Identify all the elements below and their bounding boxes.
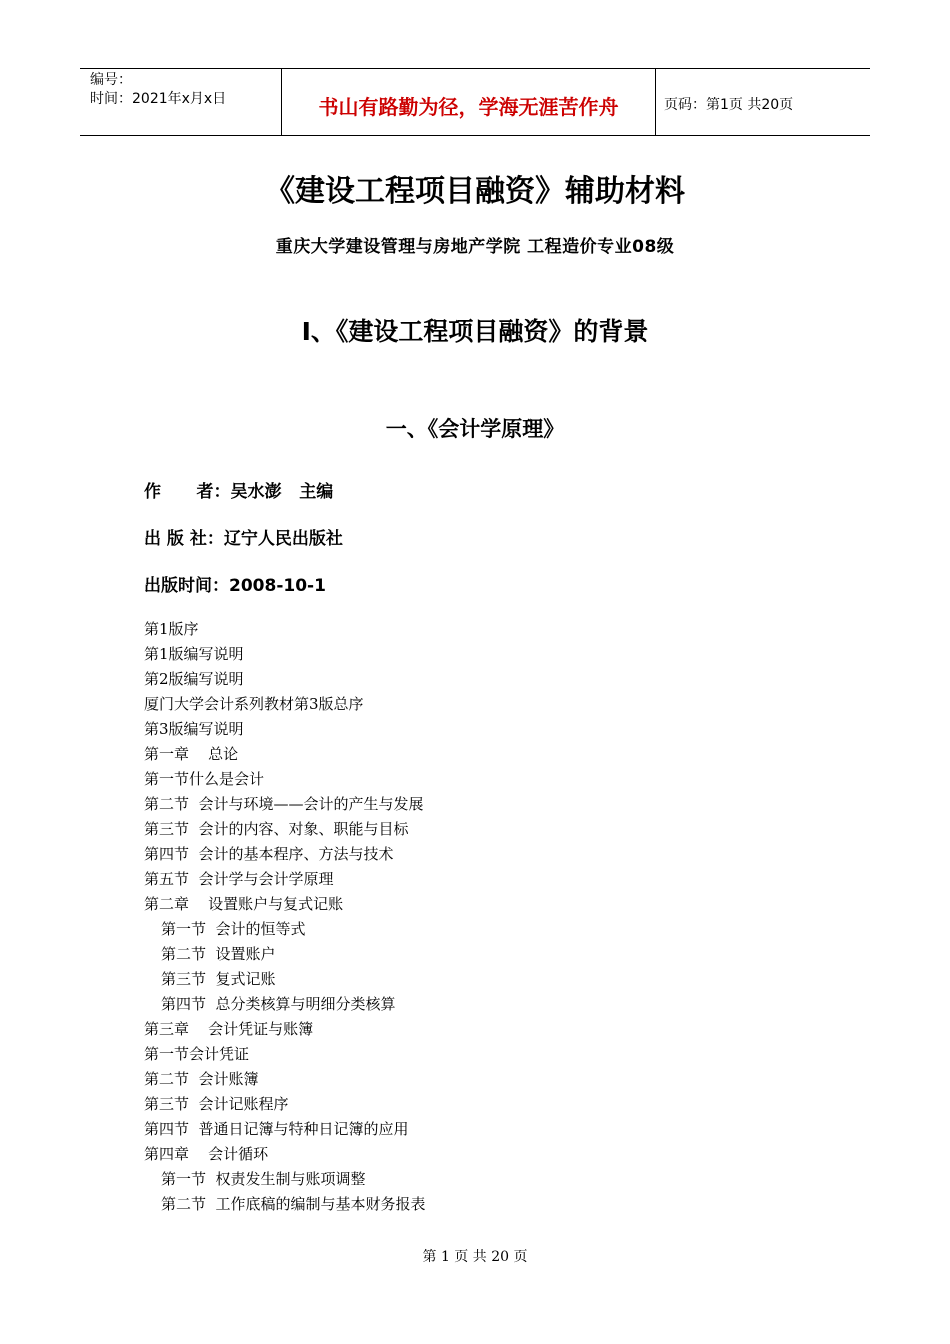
section-heading: Ⅰ、《建设工程项目融资》的背景 [301,317,649,346]
toc-item: 第二节 会计与环境——会计的产生与发展 [144,795,424,813]
page-footer: 第 1 页 共 20 页 [422,1249,528,1265]
toc-item: 第一章 总论 [144,745,239,763]
book-publisher: 出 版 社：辽宁人民出版社 [144,529,343,549]
sub-heading: 一、《会计学原理》 [385,417,565,441]
toc-item: 第四节 会计的基本程序、方法与技术 [144,845,394,863]
toc-item: 第1版序 [144,620,199,638]
table-of-contents [144,617,844,1217]
toc-item: 第二节 会计账簿 [144,1070,259,1088]
toc-item: 第三节 会计记账程序 [144,1095,289,1113]
toc-item: 第四节 普通日记簿与特种日记簿的应用 [144,1120,409,1138]
header-page-info: 页码：第1页 共20页 [664,97,794,113]
toc-item: 第2版编写说明 [144,670,244,688]
document-subtitle: 重庆大学建设管理与房地产学院 工程造价专业08级 [275,237,675,257]
toc-item: 第一节 权责发生制与账项调整 [161,1170,366,1188]
page-header-table [80,68,870,136]
toc-item: 第二节 设置账户 [161,945,276,963]
toc-item: 厦门大学会计系列教材第3版总序 [144,695,364,713]
toc-item: 第1版编写说明 [144,645,244,663]
book-author: 作 者：吴水澎 主编 [144,482,334,502]
toc-item: 第四章 会计循环 [144,1145,269,1163]
toc-item: 第二章 设置账户与复式记账 [144,895,344,913]
header-time-label: 时间：2021年x月x日 [90,91,227,107]
book-publish-date: 出版时间：2008-10-1 [144,576,326,596]
toc-item: 第三节 会计的内容、对象、职能与目标 [144,820,409,838]
toc-item: 第三节 复式记账 [161,970,276,988]
toc-item: 第3版编写说明 [144,720,244,738]
toc-item: 第二节 工作底稿的编制与基本财务报表 [161,1195,426,1213]
toc-item: 第一节什么是会计 [144,770,265,788]
toc-item: 第一节 会计的恒等式 [161,920,306,938]
header-motto: 书山有路勤为径，学海无涯苦作舟 [282,69,656,135]
toc-item: 第三章 会计凭证与账簿 [144,1020,314,1038]
toc-item: 第四节 总分类核算与明细分类核算 [161,995,396,1013]
header-number-label: 编号： [90,72,132,88]
document-title: 《建设工程项目融资》辅助材料 [265,174,685,209]
toc-item: 第一节会计凭证 [144,1045,250,1063]
header-number-time-cell [80,69,282,135]
toc-item: 第五节 会计学与会计学原理 [144,870,334,888]
